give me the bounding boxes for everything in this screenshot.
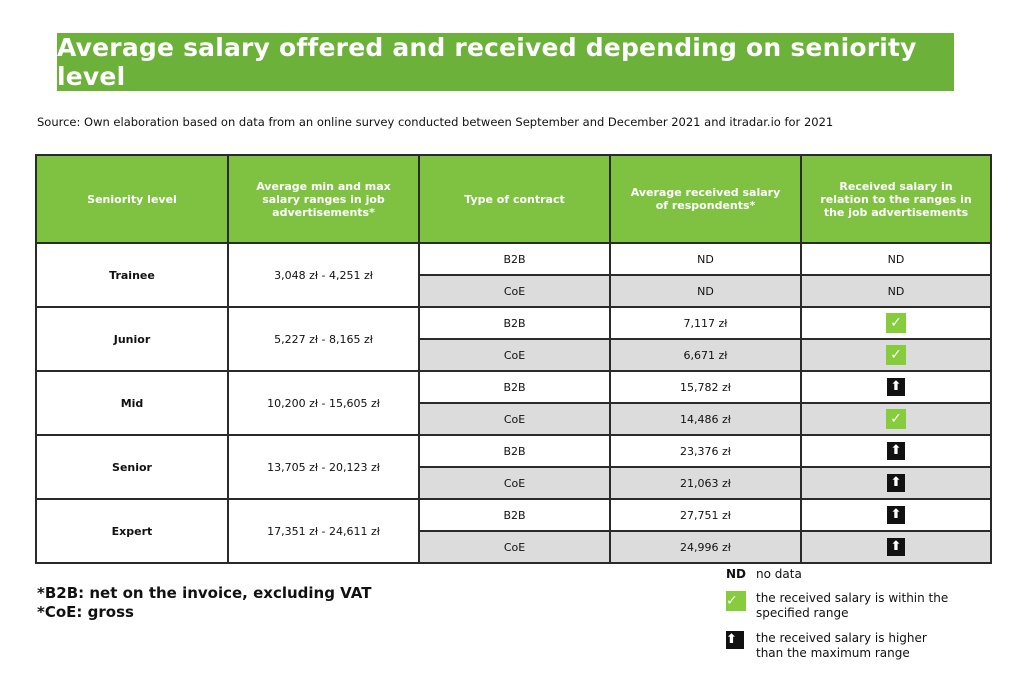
page-title: Average salary offered and received depending on seniority level (57, 33, 917, 91)
relation-cell: ND (801, 275, 991, 307)
header-ranges: Average min and max salary ranges in job advertisements* (228, 155, 419, 243)
legend-nd-key: ND (726, 567, 747, 581)
contract-cell: B2B (419, 243, 610, 275)
legend-item-higher (726, 631, 956, 661)
relation-cell (801, 307, 991, 339)
received-cell: 14,486 zł (610, 403, 801, 435)
range-cell: 3,048 zł - 4,251 zł (228, 243, 419, 307)
range-cell: 5,227 zł - 8,165 zł (228, 307, 419, 371)
received-cell: 7,117 zł (610, 307, 801, 339)
range-cell: 10,200 zł - 15,605 zł (228, 371, 419, 435)
contract-cell: B2B (419, 307, 610, 339)
relation-cell (801, 531, 991, 563)
check-icon: ✓ (726, 591, 746, 611)
received-cell: 23,376 zł (610, 435, 801, 467)
table-row (36, 499, 991, 531)
check-icon: ✓ (886, 409, 906, 429)
received-cell: 24,996 zł (610, 531, 801, 563)
header-contract: Type of contract (419, 155, 610, 243)
seniority-cell: Expert (36, 499, 228, 563)
source-note: Source: Own elaboration based on data from an online survey conducted between September and December 2021 and itradar.io for 2021 (37, 115, 834, 129)
received-cell: 15,782 zł (610, 371, 801, 403)
received-cell: 27,751 zł (610, 499, 801, 531)
relation-cell (801, 467, 991, 499)
footnotes (37, 584, 371, 622)
legend-item-nd (726, 567, 956, 582)
relation-cell: ND (801, 243, 991, 275)
contract-cell: CoE (419, 467, 610, 499)
legend-nd-text: no data (756, 567, 802, 581)
relation-cell (801, 499, 991, 531)
contract-cell: CoE (419, 275, 610, 307)
title-banner (57, 33, 954, 91)
footnote-b2b: *B2B: net on the invoice, excluding VAT (37, 584, 372, 602)
relation-cell (801, 371, 991, 403)
seniority-cell: Senior (36, 435, 228, 499)
received-cell: ND (610, 243, 801, 275)
range-cell: 17,351 zł - 24,611 zł (228, 499, 419, 563)
legend-higher-text: the received salary is higher than the maximum range (756, 631, 927, 660)
header-relation: Received salary in relation to the ranges in the job advertisements (801, 155, 991, 243)
contract-cell: CoE (419, 403, 610, 435)
seniority-cell: Junior (36, 307, 228, 371)
arrow-up-icon: ⬆ (887, 538, 905, 556)
relation-cell (801, 403, 991, 435)
header-received: Average received salary of respondents* (610, 155, 801, 243)
legend-item-within (726, 591, 956, 621)
legend (726, 567, 956, 670)
arrow-up-icon: ⬆ (887, 506, 905, 524)
table-row (36, 307, 991, 339)
received-cell: 6,671 zł (610, 339, 801, 371)
contract-cell: CoE (419, 531, 610, 563)
contract-cell: B2B (419, 371, 610, 403)
contract-cell: B2B (419, 499, 610, 531)
arrow-up-icon: ⬆ (887, 474, 905, 492)
check-icon: ✓ (886, 313, 906, 333)
seniority-cell: Trainee (36, 243, 228, 307)
arrow-up-icon: ⬆ (726, 631, 744, 649)
arrow-up-icon: ⬆ (887, 378, 905, 396)
range-cell: 13,705 zł - 20,123 zł (228, 435, 419, 499)
footnote-coe: *CoE: gross (37, 603, 134, 621)
table-row (36, 435, 991, 467)
table-row (36, 243, 991, 275)
relation-cell (801, 435, 991, 467)
table-header-row (36, 155, 991, 243)
table-row (36, 371, 991, 403)
legend-within-text: the received salary is within the specified range (756, 591, 949, 620)
contract-cell: B2B (419, 435, 610, 467)
seniority-cell: Mid (36, 371, 228, 435)
arrow-up-icon: ⬆ (887, 442, 905, 460)
relation-cell (801, 339, 991, 371)
received-cell: ND (610, 275, 801, 307)
received-cell: 21,063 zł (610, 467, 801, 499)
contract-cell: CoE (419, 339, 610, 371)
salary-table (35, 154, 992, 564)
header-seniority: Seniority level (36, 155, 228, 243)
check-icon: ✓ (886, 345, 906, 365)
